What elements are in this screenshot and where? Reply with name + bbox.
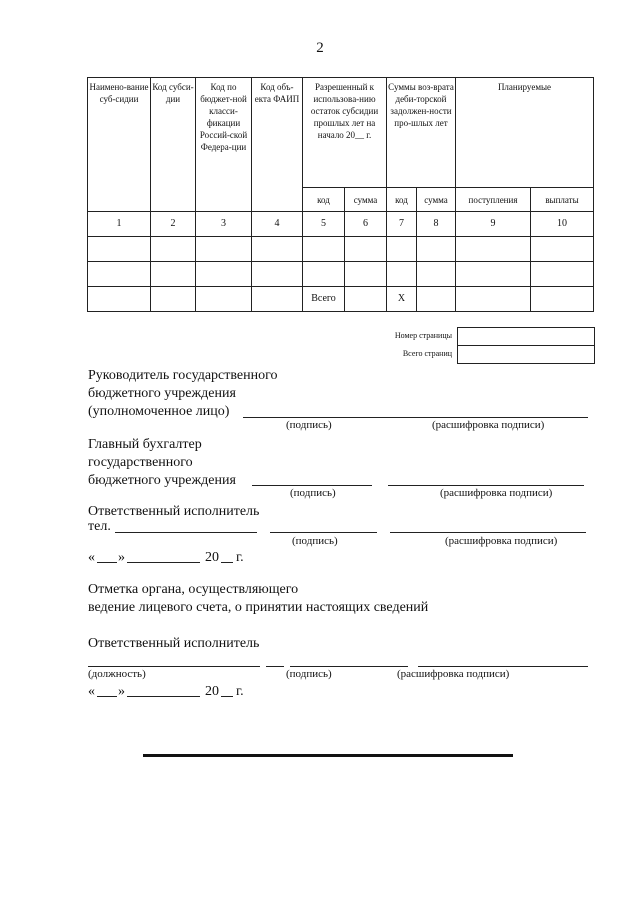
accountant-decode-line[interactable]: [388, 485, 584, 486]
col-number: 3: [196, 212, 252, 237]
pager-boxes: [457, 327, 595, 364]
end-divider: [143, 754, 513, 757]
col-number: 5: [303, 212, 345, 237]
executor-date-close-quote: »: [118, 550, 125, 565]
executor-date-month-line[interactable]: [127, 562, 200, 563]
page-number-label: Номер страницы: [394, 331, 452, 340]
column-numbers-row: [88, 212, 594, 237]
executor2-date-year: 20: [205, 684, 219, 699]
accountant-sign-caption: (подпись): [290, 487, 336, 499]
col-number: 9: [456, 212, 531, 237]
header-name: Наимено-вание суб-сидии: [88, 78, 151, 212]
total-pages-label: Всего страниц: [402, 349, 452, 358]
head-title-2: бюджетного учреждения: [88, 386, 236, 401]
executor-date-suffix: г.: [236, 550, 244, 565]
col-number: 10: [531, 212, 594, 237]
head-sign-caption: (подпись): [286, 419, 332, 431]
header-returns: Суммы воз-врата деби-торской задолжен-ности про-шлых лет: [387, 78, 456, 188]
executor2-sign-caption: (подпись): [286, 668, 332, 680]
x-mark: X: [387, 287, 417, 312]
sub-sum: сумма: [345, 188, 387, 212]
executor2-date-month-line[interactable]: [127, 696, 200, 697]
mark-line-1: Отметка органа, осуществляющего: [88, 582, 299, 597]
header-planned: Планируемые: [456, 78, 594, 188]
executor2-date-suffix: г.: [236, 684, 244, 699]
subsidy-table: [87, 77, 594, 312]
executor2-title: Ответственный исполнитель: [88, 636, 260, 651]
executor2-date-open-quote: «: [88, 684, 95, 699]
head-signature-line[interactable]: [243, 417, 588, 418]
executor2-date-year-line[interactable]: [221, 696, 233, 697]
executor2-position-line[interactable]: [88, 666, 260, 667]
head-decode-caption: (расшифровка подписи): [432, 419, 545, 431]
executor2-date-day-line[interactable]: [97, 696, 117, 697]
executor2-position-caption: (должность): [88, 668, 146, 680]
sub-code: код: [303, 188, 345, 212]
sub-income: поступления: [456, 188, 531, 212]
sub-sum-2: сумма: [417, 188, 456, 212]
executor2-decode-line[interactable]: [418, 666, 588, 667]
head-title-1: Руководитель государственного: [88, 368, 278, 383]
header-allowed-balance: Разрешенный к использова-нию остаток субсидии прошлых лет на начало 20__ г.: [303, 78, 387, 188]
total-pages-field[interactable]: [458, 346, 595, 364]
executor2-decode-caption: (расшифровка подписи): [397, 668, 510, 680]
executor-date-year-line[interactable]: [221, 562, 233, 563]
executor-date-open-quote: «: [88, 550, 95, 565]
col-number: 2: [151, 212, 196, 237]
accountant-signature-line[interactable]: [252, 485, 372, 486]
accountant-title-3: бюджетного учреждения: [88, 473, 236, 488]
table-row: [88, 262, 594, 287]
executor2-gap-line: [266, 666, 284, 667]
executor-signature-line[interactable]: [270, 532, 377, 533]
header-subsidy-code: Код субси-дии: [151, 78, 196, 212]
table-row: [88, 237, 594, 262]
executor2-signature-line[interactable]: [290, 666, 408, 667]
col-number: 6: [345, 212, 387, 237]
col-number: 7: [387, 212, 417, 237]
col-number: 1: [88, 212, 151, 237]
executor-decode-line[interactable]: [390, 532, 586, 533]
accountant-title-1: Главный бухгалтер: [88, 437, 202, 452]
executor-tel-line[interactable]: [115, 532, 257, 533]
total-row: [88, 287, 594, 312]
accountant-decode-caption: (расшифровка подписи): [440, 487, 553, 499]
accountant-title-2: государственного: [88, 455, 193, 470]
executor-date-year: 20: [205, 550, 219, 565]
mark-line-2: ведение лицевого счета, о принятии настоящих сведений: [88, 600, 429, 615]
executor-decode-caption: (расшифровка подписи): [445, 535, 558, 547]
executor-sign-caption: (подпись): [292, 535, 338, 547]
sub-payments: выплаты: [531, 188, 594, 212]
total-label: Всего: [303, 287, 345, 312]
executor-tel-label: тел.: [88, 519, 111, 534]
executor-title: Ответственный исполнитель: [88, 504, 260, 519]
col-number: 8: [417, 212, 456, 237]
sub-code-2: код: [387, 188, 417, 212]
executor2-date-close-quote: »: [118, 684, 125, 699]
page-number: 2: [316, 40, 324, 56]
header-faip-code: Код объ-екта ФАИП: [252, 78, 303, 212]
col-number: 4: [252, 212, 303, 237]
page-number-field[interactable]: [458, 328, 595, 346]
header-budget-code: Код по бюджет-ной класси-фикации Россий-ской Федера-ции: [196, 78, 252, 212]
executor-date-day-line[interactable]: [97, 562, 117, 563]
head-title-3: (уполномоченное лицо): [88, 404, 230, 419]
